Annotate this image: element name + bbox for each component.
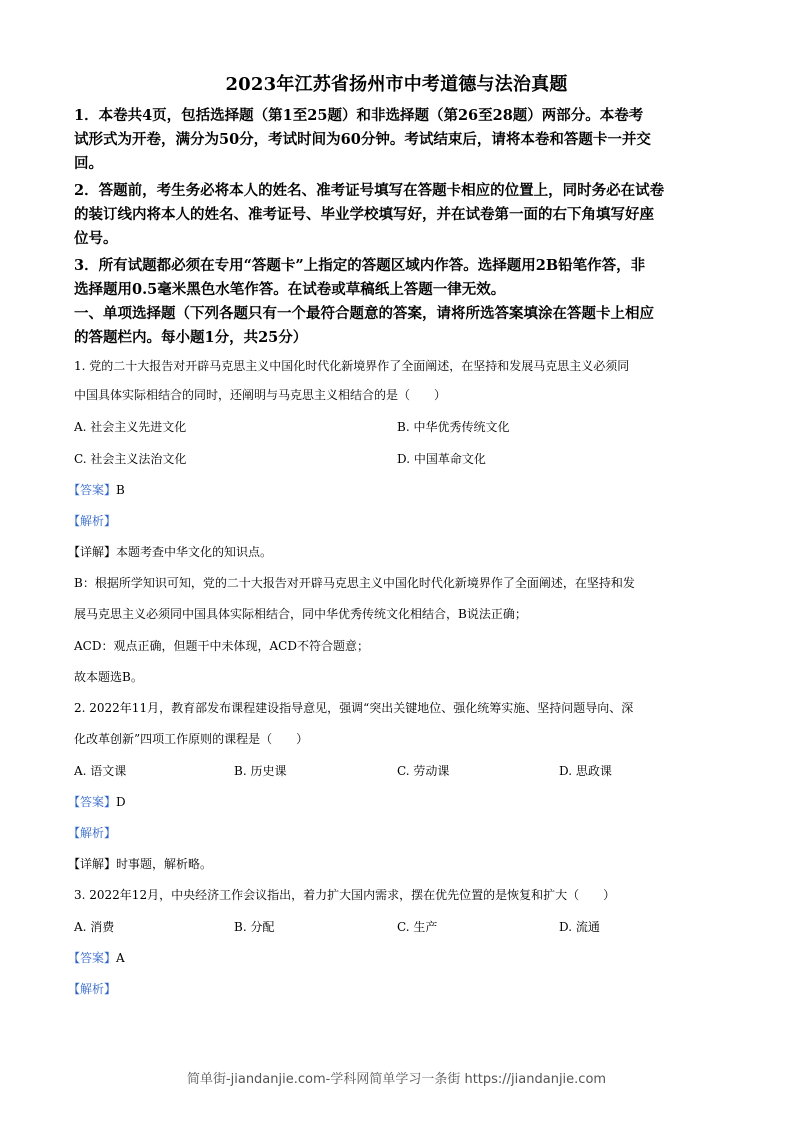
instruction-2-line-2: 的装订线内将本人的姓名、准考证号、毕业学校填写好，并在试卷第一面的右下角填写好座 [74,206,654,223]
q1-option-a: A. 社会主义先进文化 [74,420,187,434]
instruction-3-line-1: 3．所有试题都必须在专用“答题卡”上指定的答题区域内作答。选择题用2B铅笔作答，非 [74,257,646,274]
instruction-2-line-1: 2．答题前，考生务必将本人的姓名、准考证号填写在答题卡相应的位置上，同时务必在试卷 [74,182,665,199]
instruction-1-line-1: 1．本卷共4页，包括选择题（第1至25题）和非选择题（第26至28题）两部分。本卷考 [74,107,644,124]
analysis-label: 【解析】 [68,514,117,528]
q2-analysis [68,824,116,842]
q2-option-a: A. 语文课 [74,764,127,778]
analysis-label: 【解析】 [68,826,117,840]
q2-option-c: C. 劳动课 [397,764,450,778]
answer-label: 【答案】 [68,483,117,497]
instruction-1-line-3: 回。 [74,155,103,172]
answer-label: 【答案】 [68,951,117,965]
q1-explanation-line-1: B：根据所学知识可知，党的二十大报告对开辟马克思主义中国化时代化新境界作了全面阐述，在坚持和发 [74,576,635,590]
q1-explanation-line-3: ACD：观点正确，但题干中未体现，ACD不符合题意； [74,639,369,653]
q1-option-b: B. 中华优秀传统文化 [397,420,510,434]
analysis-label: 【解析】 [68,982,117,996]
q1-option-d: D. 中国革命文化 [397,452,486,466]
q2-stem-line-1: 2. 2022年11月，教育部发布课程建设指导意见，强调“突出关键地位、强化统筹实施、坚持问题导向、深 [74,701,634,715]
detail-label: 【详解】 [68,545,117,559]
answer-label: 【答案】 [68,795,117,809]
instruction-3-line-2: 选择题用0.5毫米黑色水笔作答。在试卷或草稿纸上答题一律无效。 [74,281,506,298]
q3-answer [68,949,125,967]
q1-detail-text: 本题考查中华文化的知识点。 [116,545,273,559]
q3-option-b: B. 分配 [234,920,275,934]
q1-detail [68,543,272,561]
q3-analysis [68,980,116,998]
section-heading-line-1: 一、单项选择题（下列各题只有一个最符合题意的答案，请将所选答案填涂在答题卡上相应 [74,305,654,322]
q1-stem-line-2: 中国具体实际相结合的同时，还阐明与马克思主义相结合的是（ ） [74,388,447,402]
q2-detail [68,855,212,873]
q3-option-a: A. 消费 [74,920,115,934]
q1-answer [68,481,125,499]
q2-stem-line-2: 化改革创新”四项工作原则的课程是（ ） [74,732,309,746]
page-title: 2023年江苏省扬州市中考道德与法治真题 [225,74,568,95]
q2-answer [68,793,126,811]
q2-answer-value: D [116,795,126,809]
q3-option-d: D. 流通 [559,920,600,934]
q1-analysis [68,512,116,530]
instruction-1-line-2: 试形式为开卷，满分为50分，考试时间为60分钟。考试结束后，请将本卷和答题卡一并交 [74,131,651,148]
section-heading-line-2: 的答题栏内。每小题1分，共25分） [74,329,308,346]
detail-label: 【详解】 [68,857,117,871]
q3-option-c: C. 生产 [397,920,438,934]
q3-stem-line-1: 3. 2022年12月，中央经济工作会议指出，着力扩大国内需求，摆在优先位置的是恢复和扩大（ ） [74,888,616,902]
q1-stem-line-1: 1. 党的二十大报告对开辟马克思主义中国化时代化新境界作了全面阐述，在坚持和发展马克思主义必须同 [74,359,630,373]
instruction-2-line-3: 位号。 [74,230,118,247]
q1-answer-value: B [116,483,125,497]
q2-option-d: D. 思政课 [559,764,612,778]
q2-detail-text: 时事题，解析略。 [116,857,213,871]
q2-option-b: B. 历史课 [234,764,287,778]
q3-answer-value: A [116,951,125,965]
footer-watermark: 简单街-jiandanjie.com-学科网简单学习一条街 https://jiandanjie.com [186,1072,607,1087]
q1-explanation-line-4: 故本题选B。 [74,670,143,684]
q1-option-c: C. 社会主义法治文化 [74,452,187,466]
q1-explanation-line-2: 展马克思主义必须同中国具体实际相结合，同中华优秀传统文化相结合，B说法正确； [74,607,527,621]
